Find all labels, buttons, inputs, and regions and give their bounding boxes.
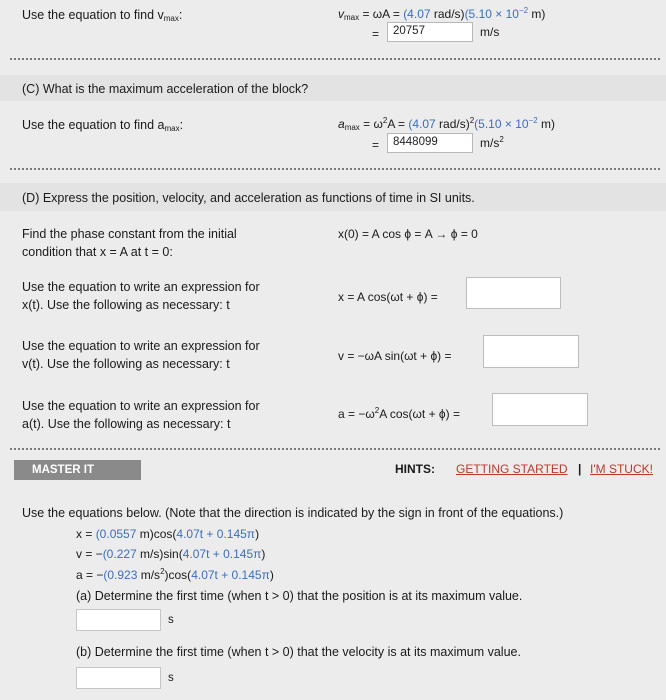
amax-unit: $m/s^2$	[480, 135, 504, 150]
divider	[10, 448, 660, 450]
amax-answer-field[interactable]: 8448099	[387, 133, 473, 153]
a-prompt-line2: a(t). Use the following as necessary: t	[22, 417, 231, 431]
v-prompt-line2: v(t). Use the following as necessary: t	[22, 357, 230, 371]
v-expression-input[interactable]	[483, 335, 579, 368]
amax-prompt: Use the equation to find $a_{max}$:	[22, 118, 184, 133]
acceleration-equation: a = −(0.923 $m/s^2)\cos(4.07t + 0.145\pi)$	[76, 567, 274, 582]
vmax-prompt: Use the equation to find $v_{max}$:	[22, 8, 183, 23]
x-expression-input[interactable]	[466, 277, 561, 309]
x-prompt-line2: x(t). Use the following as necessary: t	[22, 298, 230, 312]
divider	[10, 168, 660, 170]
a-prompt-line1: Use the equation to write an expression for	[22, 399, 260, 413]
part-d-question: (D) Express the position, velocity, and acceleration as functions of time in SI units.	[22, 191, 475, 205]
divider	[10, 58, 660, 60]
velocity-equation: v = −(0.227 m/s)sin(4.07t + 0.145π)	[76, 547, 266, 561]
part-c-question: (C) What is the maximum acceleration of the block?	[22, 82, 309, 96]
vmax-equation: $v_{max} = \omega A = (4.07$ $rad/s)(5.10 \times 10^{-2}$ m)	[338, 6, 546, 22]
amax-equals: =	[372, 138, 380, 152]
x-equation: x = A cos(ωt + ϕ) =	[338, 290, 438, 304]
phase-prompt-line2: condition that x = A at t = 0:	[22, 245, 173, 259]
answer-b-input[interactable]	[76, 667, 161, 689]
hint-separator: |	[578, 462, 582, 476]
answer-a-unit: s	[168, 614, 174, 626]
hints-label: HINTS:	[395, 462, 435, 476]
question-a: (a) Determine the first time (when t > 0) that the position is at its maximum value.	[76, 589, 523, 603]
vmax-equals: =	[372, 27, 380, 41]
a-expression-input[interactable]	[492, 393, 588, 426]
a-equation: $a = -\omega^2A$ cos(ωt + ϕ) =	[338, 406, 460, 421]
vmax-unit: m/s	[480, 25, 500, 39]
v-prompt-line1: Use the equation to write an expression for	[22, 339, 260, 353]
x-prompt-line1: Use the equation to write an expression for	[22, 280, 260, 294]
hint-im-stuck-link[interactable]: I'M STUCK!	[590, 462, 653, 476]
vmax-answer-field[interactable]: 20757	[387, 22, 473, 42]
phase-equation: x(0) = A cos ϕ = A → ϕ = 0	[338, 227, 478, 241]
v-equation: v = −ωA sin(ωt + ϕ) =	[338, 349, 452, 363]
amax-equation: $a_{max} = \omega^2A = (4.07$ $rad/s)^2(5.10 \times 10^{-2}$ m)	[338, 116, 555, 132]
position-equation: x = (0.0557 m)cos(4.07t + 0.145π)	[76, 527, 260, 541]
answer-a-input[interactable]	[76, 609, 161, 631]
hint-getting-started-link[interactable]: GETTING STARTED	[456, 462, 568, 476]
answer-b-unit: s	[168, 672, 174, 684]
master-it-label: MASTER IT	[14, 460, 141, 480]
master-intro: Use the equations below. (Note that the direction is indicated by the sign in front of the equations.)	[22, 506, 564, 520]
phase-prompt-line1: Find the phase constant from the initial	[22, 227, 237, 241]
question-b: (b) Determine the first time (when t > 0) that the velocity is at its maximum value.	[76, 645, 521, 659]
